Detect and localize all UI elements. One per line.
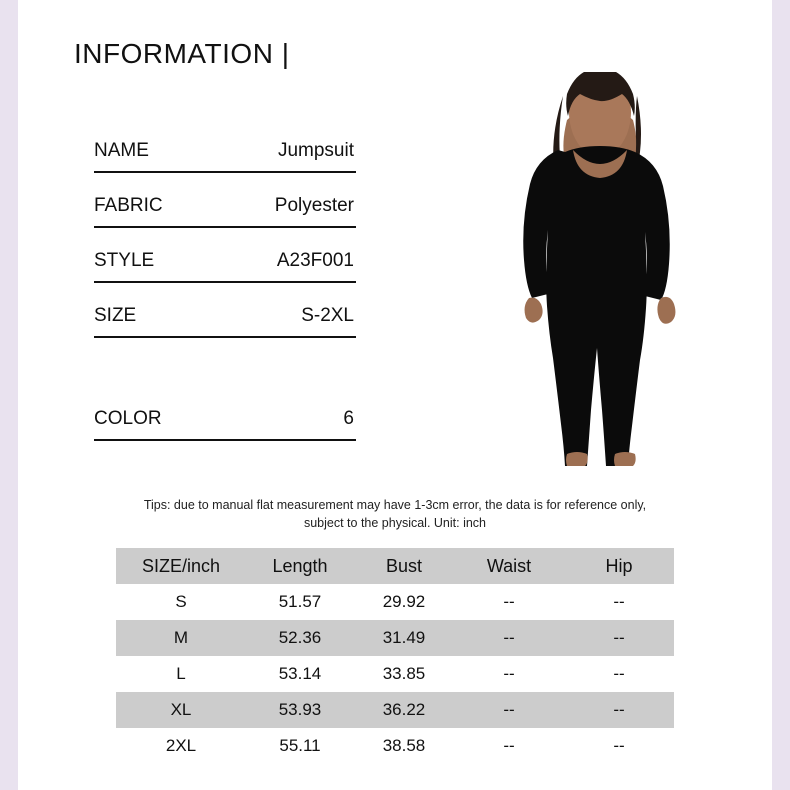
- cell-length: 51.57: [278, 592, 322, 611]
- cell-waist: --: [503, 628, 515, 647]
- cell-hip: --: [613, 628, 625, 647]
- spec-label: NAME: [94, 140, 149, 161]
- cell-waist: --: [503, 736, 515, 755]
- cell-bust: 29.92: [382, 592, 426, 611]
- table-row: [116, 692, 674, 728]
- header-hip: Hip: [605, 555, 633, 576]
- spec-value: 6: [343, 408, 354, 429]
- size-chart-table: [116, 548, 674, 764]
- spec-value: A23F001: [276, 250, 354, 271]
- cell-length: 55.11: [279, 736, 321, 755]
- spec-value: Polyester: [274, 195, 354, 216]
- cell-bust: 38.58: [382, 736, 426, 755]
- spec-label: COLOR: [94, 408, 162, 429]
- header-bust: Bust: [385, 555, 423, 576]
- cell-hip: --: [613, 592, 625, 611]
- left-page-edge: [0, 0, 18, 790]
- header-waist: Waist: [486, 555, 532, 576]
- header-size: SIZE/inch: [141, 555, 221, 576]
- cell-waist: --: [503, 700, 515, 719]
- spec-row-style: [94, 228, 356, 283]
- cell-hip: --: [613, 700, 625, 719]
- spec-value: Jumpsuit: [277, 140, 354, 161]
- spec-row-fabric: [94, 173, 356, 228]
- table-row: [116, 584, 674, 620]
- spec-value: S-2XL: [301, 305, 354, 326]
- cell-length: 53.93: [278, 700, 322, 719]
- cell-waist: --: [503, 592, 515, 611]
- cell-size: 2XL: [165, 736, 197, 755]
- spec-row-color: [94, 386, 356, 441]
- cell-bust: 33.85: [382, 664, 426, 683]
- cell-length: 52.36: [278, 628, 322, 647]
- tips-line-1: Tips: due to manual flat measurement may have 1-3cm error, the data is for reference only,: [143, 498, 647, 512]
- spec-label: SIZE: [94, 305, 137, 326]
- cell-length: 53.14: [278, 664, 322, 683]
- product-photo: [455, 72, 745, 472]
- cell-waist: --: [503, 664, 515, 683]
- cell-hip: --: [613, 736, 625, 755]
- header-length: Length: [272, 555, 328, 576]
- cell-bust: 31.49: [382, 628, 426, 647]
- cell-size: S: [175, 592, 187, 611]
- size-chart-body: [116, 584, 674, 764]
- cell-size: XL: [170, 700, 192, 719]
- cell-hip: --: [613, 664, 625, 683]
- spec-row-spacer: [94, 338, 356, 386]
- table-row: [116, 728, 674, 764]
- spec-row-name: [94, 118, 356, 173]
- spec-label: FABRIC: [94, 195, 163, 216]
- size-chart-header-row: [116, 548, 674, 584]
- page-title: INFORMATION |: [74, 38, 290, 69]
- spec-label: STYLE: [94, 250, 155, 271]
- tips-line-2: subject to the physical. Unit: inch: [303, 516, 487, 530]
- table-row: [116, 656, 674, 692]
- table-row: [116, 620, 674, 656]
- cell-bust: 36.22: [382, 700, 426, 719]
- cell-size: M: [173, 628, 189, 647]
- right-page-edge: [772, 0, 790, 790]
- spec-row-size: [94, 283, 356, 338]
- measurement-tips: [112, 496, 678, 532]
- size-chart-head: [116, 548, 674, 584]
- cell-size: L: [176, 664, 186, 683]
- spec-table: [94, 118, 356, 441]
